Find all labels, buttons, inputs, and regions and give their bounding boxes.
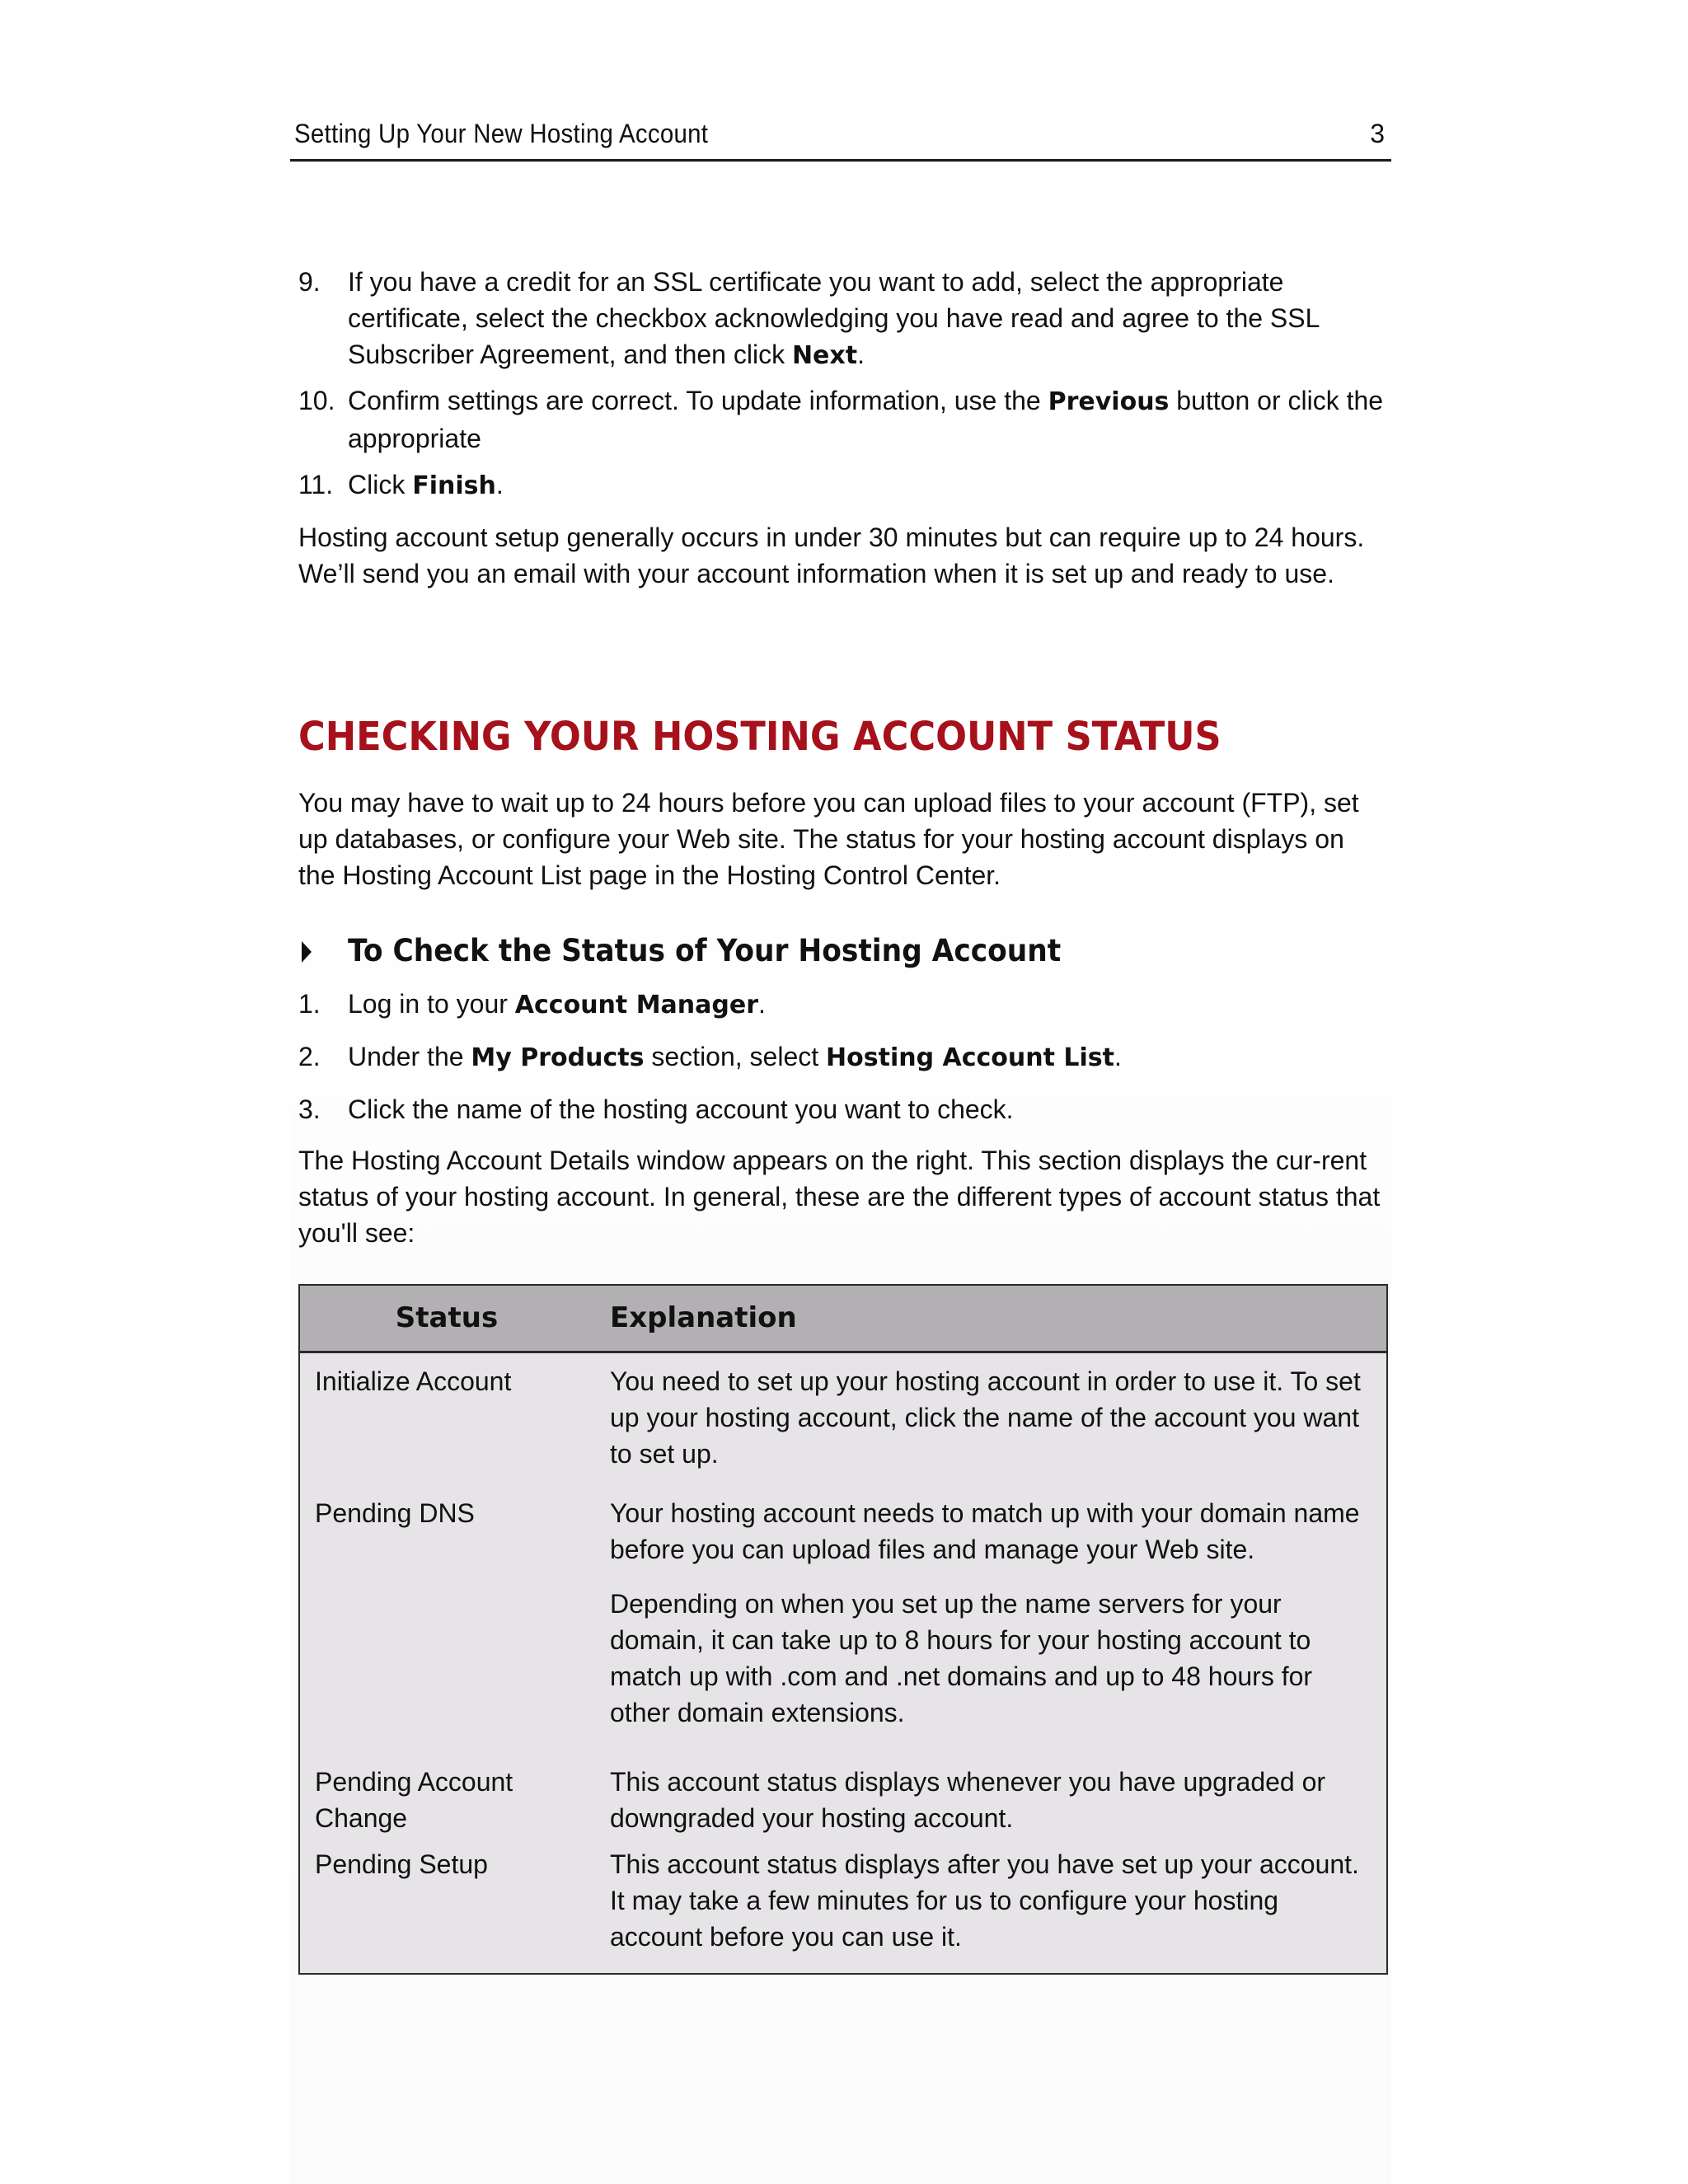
step-text: Click the name of the hosting account you want to check. — [348, 1094, 1014, 1124]
step-9 — [298, 264, 1395, 373]
step-10 — [298, 382, 1395, 455]
section-heading: CHECKING YOUR HOSTING ACCOUNT STATUS — [298, 714, 1221, 760]
explanation-cell: You need to set up your hosting account in order to use it. To set up your hosting account, click the name of the account you want to set up. — [610, 1366, 1361, 1469]
table-header — [300, 1286, 1386, 1353]
step-text: Under the My Products section, select Hosting Account List. — [348, 1042, 1122, 1072]
page-number: 3 — [1370, 119, 1385, 148]
previous-button-label: Previous — [1048, 387, 1170, 416]
step-number: 2. — [298, 1042, 321, 1071]
explanation-cell: Your hosting account needs to match up with your domain name before you can upload files and manage your Web site. Depending on when you set up the name servers for your domain, it can take up to 8 hours for your hosting account to match up with .com and .net domains and up to 48 hours for other domain extensions. — [610, 1498, 1360, 1727]
finish-button-label: Finish — [412, 471, 496, 500]
step-number: 10. — [298, 386, 335, 415]
setup-note: Hosting account setup generally occurs in under 30 minutes but can require up to 24 hours. We’ll send you an email with your account information when it is set up and ready to use. — [298, 523, 1365, 588]
procedure-title: To Check the Status of Your Hosting Account — [348, 933, 1062, 968]
procedure-step-1 — [298, 986, 1395, 1022]
running-header — [290, 115, 1391, 162]
column-header-status: Status — [395, 1301, 499, 1334]
status-cell: Pending DNS — [315, 1498, 475, 1528]
step-text: If you have a credit for an SSL certificate you want to add, select the appropriate certificate, select the checkbox acknowledging you have read and agree to the SSL Subscriber Agreement, and then click Next. — [348, 267, 1320, 370]
triangle-right-icon — [302, 941, 312, 963]
status-cell: Pending Setup — [315, 1849, 488, 1879]
step-text: Log in to your Account Manager. — [348, 989, 766, 1019]
procedure-step-2 — [298, 1038, 1395, 1075]
explanation-cell: This account status displays after you have set up your account. It may take a few minutes for us to configure your hosting account before you can use it. — [610, 1849, 1359, 1952]
step-text: Confirm settings are correct. To update information, use the Previous button or click the appropriate — [348, 386, 1384, 453]
next-button-label: Next — [791, 341, 858, 370]
explanation-cell: This account status displays whenever you have upgraded or downgraded your hosting account. — [610, 1767, 1326, 1833]
status-intro: The Hosting Account Details window appears on the right. This section displays the cur-rent status of your hosting account. In general, these are the different types of account status that you'll see: — [298, 1146, 1381, 1248]
step-number: 11. — [298, 470, 334, 499]
account-manager-label: Account Manager — [514, 991, 759, 1019]
hosting-account-list-label: Hosting Account List — [826, 1043, 1114, 1072]
my-products-label: My Products — [471, 1043, 645, 1072]
column-header-explanation: Explanation — [610, 1301, 797, 1334]
status-cell: Pending Account Change — [315, 1767, 513, 1833]
status-cell: Initialize Account — [315, 1366, 512, 1396]
section-intro: You may have to wait up to 24 hours before you can upload files to your account (FTP), set up databases, or configure your Web site. The status for your hosting account displays on the Hosting Account List page in the Hosting Control Center. — [298, 788, 1359, 890]
status-table — [298, 1284, 1388, 1975]
step-number: 9. — [298, 267, 321, 297]
step-text: Click Finish. — [348, 470, 504, 500]
step-11 — [298, 466, 1395, 503]
procedure-step-3 — [298, 1091, 1395, 1127]
chapter-title: Setting Up Your New Hosting Account — [294, 119, 709, 148]
step-number: 3. — [298, 1094, 321, 1124]
step-number: 1. — [298, 989, 321, 1019]
